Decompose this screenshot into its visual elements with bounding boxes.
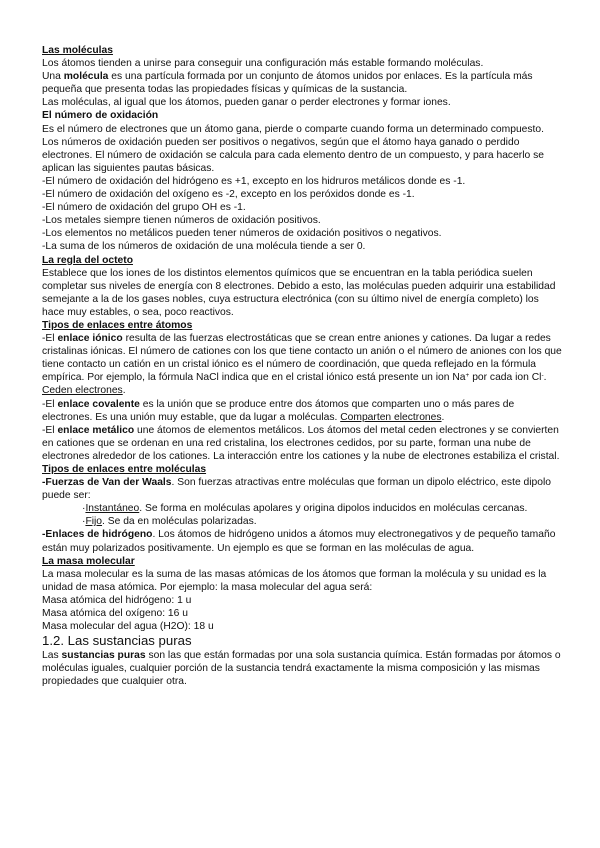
paragraph-masa-molecular: La masa molecular es la suma de las masas atómicas de los átomos que forman la molécula y su unidad es la unidad de masa atómica. Por ejemplo: la masa molecular del agua será: [42,568,547,593]
heading-oxidacion: El número de oxidación [42,110,159,122]
term-enlace-metalico: enlace metálico [57,424,135,436]
underlined-comparten-electrones: Comparten electrones [340,411,442,423]
paragraph-enlace-metalico: -El enlace metálico une átomos de elementos metálicos. Los átomos del metal ceden electrones y se convierten en cationes que se ordenan en una red cristalina, los electrones cedidos, por su parte, forman una nube de electrones alrededor de los cationes. La interacción entre los cationes y la nube de electrones estabiliza el cristal. [42,424,560,462]
rule-item: -El número de oxidación del grupo OH es -1. [42,202,246,214]
term-molecula: molécula [63,71,109,83]
term-sustancias-puras: sustancias puras [61,650,146,662]
document-page [42,44,562,689]
heading-sustancias-puras: 1.2. Las sustancias puras [42,633,192,649]
mass-line: Masa atómica del hidrógeno: 1 u [42,594,192,606]
sub-item-fijo: ·Fijo. Se da en moléculas polarizadas. [82,516,257,528]
heading-enlaces-atomos: Tipos de enlaces entre átomos [42,319,193,331]
paragraph-sustancias-puras: Las sustancias puras son las que están formadas por una sola sustancia química. Están formadas por átomos o moléculas iguales, cualquier porción de la sustancia tendrá exactamente la misma composición y las mismas propiedades que cualquier otra. [42,650,561,688]
term-enlace-covalente: enlace covalente [57,398,140,410]
heading-octeto: La regla del octeto [42,254,133,266]
paragraph-moleculas-3: Las moléculas, al igual que los átomos, pueden ganar o perder electrones y formar iones. [42,97,451,109]
term-enlaces-hidrogeno: -Enlaces de hidrógeno [42,529,153,541]
rule-item: -El número de oxidación del oxígeno es -2, excepto en los peróxidos donde es -1. [42,189,415,201]
paragraph-enlaces-hidrogeno: -Enlaces de hidrógeno. Los átomos de hidrógeno unidos a átomos muy electronegativos y de pequeño tamaño están muy polarizados positivamente. Un ejemplo es que se forman en las moléculas de agua. [42,529,556,554]
heading-masa-molecular: La masa molecular [42,555,135,567]
rule-item: -El número de oxidación del hidrógeno es +1, excepto en los hidruros metálicos donde es -1. [42,175,466,187]
heading-moleculas: Las moléculas [42,45,113,56]
mass-line: Masa molecular del agua (H2O): 18 u [42,621,214,633]
term-enlace-ionico: enlace iónico [57,333,123,345]
term-van-der-waals: -Fuerzas de Van der Waals [42,477,172,489]
heading-enlaces-moleculas: Tipos de enlaces entre moléculas [42,464,207,475]
paragraph-van-der-waals: -Fuerzas de Van der Waals. Son fuerzas atractivas entre moléculas que forman un dipolo eléctrico, este dipolo puede ser: [42,477,552,502]
underlined-fijo: Fijo [85,516,103,528]
underlined-ceden-electrones: Ceden electrones [42,385,123,397]
paragraph-moleculas-2: Una molécula es una partícula formada por un conjunto de átomos unidos por enlaces. Es la partícula más pequeña que presenta todas las propiedades físicas y químicas de la sustancia. [42,71,533,96]
rule-item: -Los metales siempre tienen números de oxidación positivos. [42,215,321,227]
underlined-instantaneo: Instantáneo [85,503,140,515]
rule-item: -La suma de los números de oxidación de una molécula tiende a ser 0. [42,241,366,253]
paragraph-moleculas-1: Los átomos tienden a unirse para conseguir una configuración más estable formando moléculas. [42,58,484,70]
paragraph-oxidacion: Es el número de electrones que un átomo gana, pierde o comparte cuando forma un determinado compuesto. Los números de oxidación pueden ser positivos o negativos, según que el átomo haya ganado o perdido electrones. El número de oxidación se calcula para cada elemento dentro de un compuesto, y para hacerlo se aplican las siguientes pautas básicas. [42,123,544,174]
paragraph-enlace-ionico: -El enlace iónico resulta de las fuerzas electrostáticas que se crean entre aniones y cationes. Da lugar a redes cristalinas iónicas. El número de cationes con los que tiene contacto un anión o el número de aniones con los que tiene contacto un catión en un cristal iónico es el número de coordinación, que queda reflejado en la fórmula empírica. Por ejemplo, la fórmula NaCl indica que en el cristal iónico está presente un ion Na+ por cada ion Cl-. Ceden electrones. [42,333,562,397]
paragraph-enlace-covalente: -El enlace covalente es la unión que se produce entre dos átomos que comparten uno o más pares de electrones. Es una unión muy estable, que da lugar a moléculas. Comparten electrones. [42,398,515,423]
paragraph-octeto: Establece que los iones de los distintos elementos químicos que se encuentran en la tabla periódica suelen completar sus niveles de energía con 8 electrones. Debido a esto, las moléculas pueden adquirir una estabilidad semejante a la de los gases nobles, cuya estructura electrónica (con su último nivel de energía completo) los hace muy estables, o sea, poco reactivos. [42,267,556,318]
rule-item: -Los elementos no metálicos pueden tener números de oxidación positivos o negativos. [42,228,442,240]
sub-item-instantaneo: ·Instantáneo. Se forma en moléculas apolares y origina dipolos inducidos en moléculas cercanas. [82,503,528,515]
mass-line: Masa atómica del oxígeno: 16 u [42,608,188,620]
